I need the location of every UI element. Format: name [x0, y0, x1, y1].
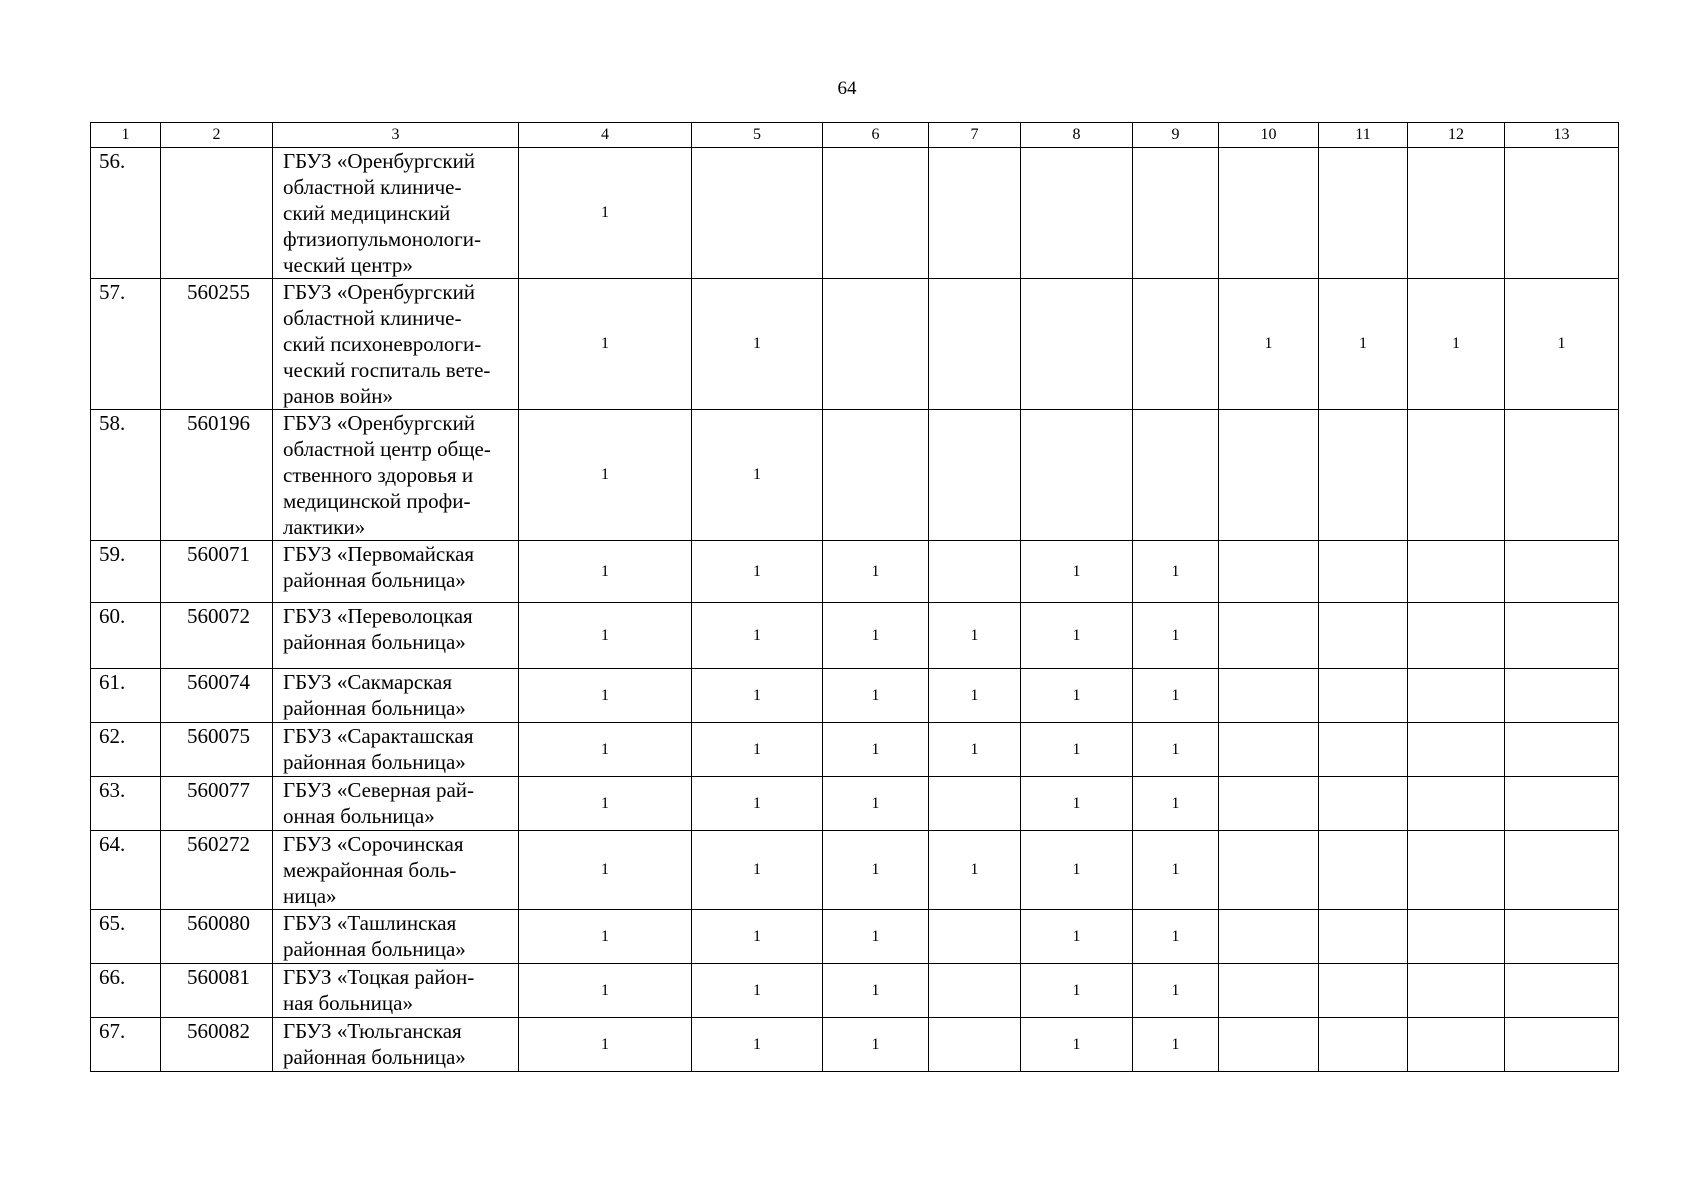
mark-cell: 1 — [1021, 910, 1133, 964]
mark-cell — [1219, 723, 1319, 777]
mark-cell: 1 — [929, 831, 1021, 910]
mark-cell: 1 — [692, 910, 823, 964]
column-header: 8 — [1021, 123, 1133, 148]
organization-code: 560072 — [161, 603, 273, 669]
mark-cell: 1 — [519, 603, 692, 669]
mark-cell — [1408, 669, 1505, 723]
organization-name: ГБУЗ «Саракташская районная больница» — [273, 723, 519, 777]
mark-cell: 1 — [1505, 279, 1619, 410]
organization-name: ГБУЗ «Первомайская районная больница» — [273, 541, 519, 603]
mark-cell — [1319, 831, 1408, 910]
mark-cell: 1 — [519, 1018, 692, 1072]
mark-cell — [823, 148, 929, 279]
organization-code — [161, 148, 273, 279]
mark-cell — [1408, 723, 1505, 777]
organization-code: 560082 — [161, 1018, 273, 1072]
column-header: 7 — [929, 123, 1021, 148]
mark-cell: 1 — [1021, 831, 1133, 910]
mark-cell: 1 — [823, 831, 929, 910]
mark-cell — [1219, 410, 1319, 541]
row-number: 64. — [91, 831, 161, 910]
mark-cell — [1133, 148, 1219, 279]
mark-cell — [1319, 1018, 1408, 1072]
mark-cell — [929, 410, 1021, 541]
mark-cell — [1408, 410, 1505, 541]
mark-cell: 1 — [519, 669, 692, 723]
column-header: 2 — [161, 123, 273, 148]
mark-cell: 1 — [1133, 831, 1219, 910]
mark-cell: 1 — [823, 1018, 929, 1072]
mark-cell — [1408, 148, 1505, 279]
mark-cell: 1 — [692, 279, 823, 410]
mark-cell — [1505, 910, 1619, 964]
organization-code: 560255 — [161, 279, 273, 410]
mark-cell — [1505, 831, 1619, 910]
mark-cell: 1 — [929, 669, 1021, 723]
organization-name: ГБУЗ «Ташлинская районная больница» — [273, 910, 519, 964]
organization-code: 560081 — [161, 964, 273, 1018]
column-header: 12 — [1408, 123, 1505, 148]
column-header: 3 — [273, 123, 519, 148]
row-number: 66. — [91, 964, 161, 1018]
mark-cell: 1 — [929, 723, 1021, 777]
organization-name: ГБУЗ «Оренбургский областной клиниче- ский медицинский фтизиопульмонологи- ческий центр» — [273, 148, 519, 279]
mark-cell: 1 — [692, 410, 823, 541]
table-row — [91, 669, 1619, 723]
mark-cell — [1319, 148, 1408, 279]
mark-cell — [692, 148, 823, 279]
mark-cell: 1 — [1021, 541, 1133, 603]
mark-cell: 1 — [1021, 723, 1133, 777]
table-row — [91, 1018, 1619, 1072]
mark-cell — [1219, 669, 1319, 723]
organization-code: 560071 — [161, 541, 273, 603]
organization-code: 560077 — [161, 777, 273, 831]
mark-cell — [1219, 148, 1319, 279]
organization-name: ГБУЗ «Оренбургский областной клиниче- ский психоневрологи- ческий госпиталь вете- ранов войн» — [273, 279, 519, 410]
organization-name: ГБУЗ «Северная рай- онная больница» — [273, 777, 519, 831]
row-number: 65. — [91, 910, 161, 964]
table-row — [91, 410, 1619, 541]
mark-cell — [1021, 410, 1133, 541]
mark-cell: 1 — [823, 723, 929, 777]
organization-name: ГБУЗ «Сорочинская межрайонная боль- ница» — [273, 831, 519, 910]
mark-cell: 1 — [692, 669, 823, 723]
table-row — [91, 603, 1619, 669]
mark-cell — [1021, 148, 1133, 279]
table-row — [91, 910, 1619, 964]
mark-cell — [1505, 669, 1619, 723]
mark-cell: 1 — [1133, 723, 1219, 777]
table-row — [91, 279, 1619, 410]
mark-cell — [1408, 831, 1505, 910]
row-number: 58. — [91, 410, 161, 541]
mark-cell: 1 — [519, 410, 692, 541]
mark-cell — [1408, 910, 1505, 964]
mark-cell — [1505, 964, 1619, 1018]
mark-cell — [929, 148, 1021, 279]
organization-name: ГБУЗ «Тюльганская районная больница» — [273, 1018, 519, 1072]
column-header: 1 — [91, 123, 161, 148]
row-number: 56. — [91, 148, 161, 279]
column-header: 5 — [692, 123, 823, 148]
mark-cell — [1219, 777, 1319, 831]
page-number: 64 — [837, 78, 857, 99]
table-body — [91, 148, 1619, 1072]
mark-cell — [1219, 541, 1319, 603]
mark-cell: 1 — [519, 279, 692, 410]
mark-cell — [1505, 1018, 1619, 1072]
mark-cell: 1 — [692, 831, 823, 910]
mark-cell: 1 — [692, 541, 823, 603]
mark-cell — [1219, 603, 1319, 669]
row-number: 61. — [91, 669, 161, 723]
mark-cell: 1 — [823, 603, 929, 669]
mark-cell: 1 — [519, 910, 692, 964]
table-row — [91, 777, 1619, 831]
mark-cell — [1408, 964, 1505, 1018]
organization-code: 560075 — [161, 723, 273, 777]
mark-cell: 1 — [1021, 669, 1133, 723]
mark-cell: 1 — [1408, 279, 1505, 410]
table-row — [91, 723, 1619, 777]
table-row — [91, 831, 1619, 910]
mark-cell: 1 — [1133, 669, 1219, 723]
mark-cell: 1 — [1133, 910, 1219, 964]
mark-cell — [1505, 148, 1619, 279]
register-table — [90, 122, 1619, 1072]
mark-cell: 1 — [692, 777, 823, 831]
mark-cell — [1219, 831, 1319, 910]
mark-cell: 1 — [519, 148, 692, 279]
mark-cell: 1 — [1133, 964, 1219, 1018]
mark-cell — [929, 1018, 1021, 1072]
row-number: 60. — [91, 603, 161, 669]
mark-cell: 1 — [929, 603, 1021, 669]
mark-cell — [1133, 279, 1219, 410]
mark-cell — [1319, 777, 1408, 831]
column-header: 11 — [1319, 123, 1408, 148]
mark-cell — [823, 410, 929, 541]
mark-cell: 1 — [519, 541, 692, 603]
mark-cell — [929, 910, 1021, 964]
mark-cell — [1319, 669, 1408, 723]
row-number: 57. — [91, 279, 161, 410]
mark-cell — [1319, 541, 1408, 603]
mark-cell: 1 — [692, 723, 823, 777]
mark-cell: 1 — [1021, 603, 1133, 669]
mark-cell: 1 — [823, 541, 929, 603]
mark-cell — [1408, 541, 1505, 603]
organization-name: ГБУЗ «Тоцкая район- ная больница» — [273, 964, 519, 1018]
mark-cell — [929, 964, 1021, 1018]
mark-cell: 1 — [1133, 777, 1219, 831]
mark-cell: 1 — [1021, 777, 1133, 831]
mark-cell — [1408, 1018, 1505, 1072]
mark-cell: 1 — [519, 723, 692, 777]
organization-code: 560196 — [161, 410, 273, 541]
mark-cell — [929, 279, 1021, 410]
mark-cell: 1 — [1133, 603, 1219, 669]
mark-cell: 1 — [823, 669, 929, 723]
table-row — [91, 541, 1619, 603]
row-number: 67. — [91, 1018, 161, 1072]
mark-cell — [1408, 603, 1505, 669]
mark-cell — [1505, 603, 1619, 669]
mark-cell: 1 — [692, 603, 823, 669]
mark-cell — [1319, 910, 1408, 964]
mark-cell — [1133, 410, 1219, 541]
mark-cell — [929, 541, 1021, 603]
mark-cell: 1 — [692, 1018, 823, 1072]
mark-cell — [823, 279, 929, 410]
mark-cell — [1505, 723, 1619, 777]
mark-cell: 1 — [1133, 541, 1219, 603]
mark-cell: 1 — [692, 964, 823, 1018]
mark-cell: 1 — [1021, 1018, 1133, 1072]
table-row — [91, 964, 1619, 1018]
organization-name: ГБУЗ «Переволоцкая районная больница» — [273, 603, 519, 669]
mark-cell — [1505, 410, 1619, 541]
table-row — [91, 148, 1619, 279]
mark-cell: 1 — [1021, 964, 1133, 1018]
mark-cell — [1408, 777, 1505, 831]
column-header: 10 — [1219, 123, 1319, 148]
mark-cell: 1 — [1219, 279, 1319, 410]
column-header: 4 — [519, 123, 692, 148]
mark-cell — [1219, 1018, 1319, 1072]
organization-code: 560080 — [161, 910, 273, 964]
mark-cell: 1 — [519, 964, 692, 1018]
organization-name: ГБУЗ «Сакмарская районная больница» — [273, 669, 519, 723]
mark-cell — [1219, 964, 1319, 1018]
row-number: 62. — [91, 723, 161, 777]
mark-cell: 1 — [519, 777, 692, 831]
mark-cell: 1 — [823, 964, 929, 1018]
mark-cell — [1319, 410, 1408, 541]
row-number: 63. — [91, 777, 161, 831]
row-number: 59. — [91, 541, 161, 603]
column-number-row — [91, 123, 1619, 148]
organization-code: 560074 — [161, 669, 273, 723]
column-header: 9 — [1133, 123, 1219, 148]
organization-name: ГБУЗ «Оренбургский областной центр обще- ственного здоровья и медицинской профи- лактики» — [273, 410, 519, 541]
mark-cell — [1319, 603, 1408, 669]
mark-cell — [1505, 777, 1619, 831]
mark-cell — [929, 777, 1021, 831]
mark-cell — [1021, 279, 1133, 410]
mark-cell: 1 — [823, 777, 929, 831]
mark-cell — [1505, 541, 1619, 603]
column-header: 13 — [1505, 123, 1619, 148]
organization-code: 560272 — [161, 831, 273, 910]
mark-cell — [1219, 910, 1319, 964]
mark-cell: 1 — [1319, 279, 1408, 410]
mark-cell: 1 — [519, 831, 692, 910]
mark-cell: 1 — [1133, 1018, 1219, 1072]
mark-cell — [1319, 723, 1408, 777]
mark-cell: 1 — [823, 910, 929, 964]
mark-cell — [1319, 964, 1408, 1018]
column-header: 6 — [823, 123, 929, 148]
